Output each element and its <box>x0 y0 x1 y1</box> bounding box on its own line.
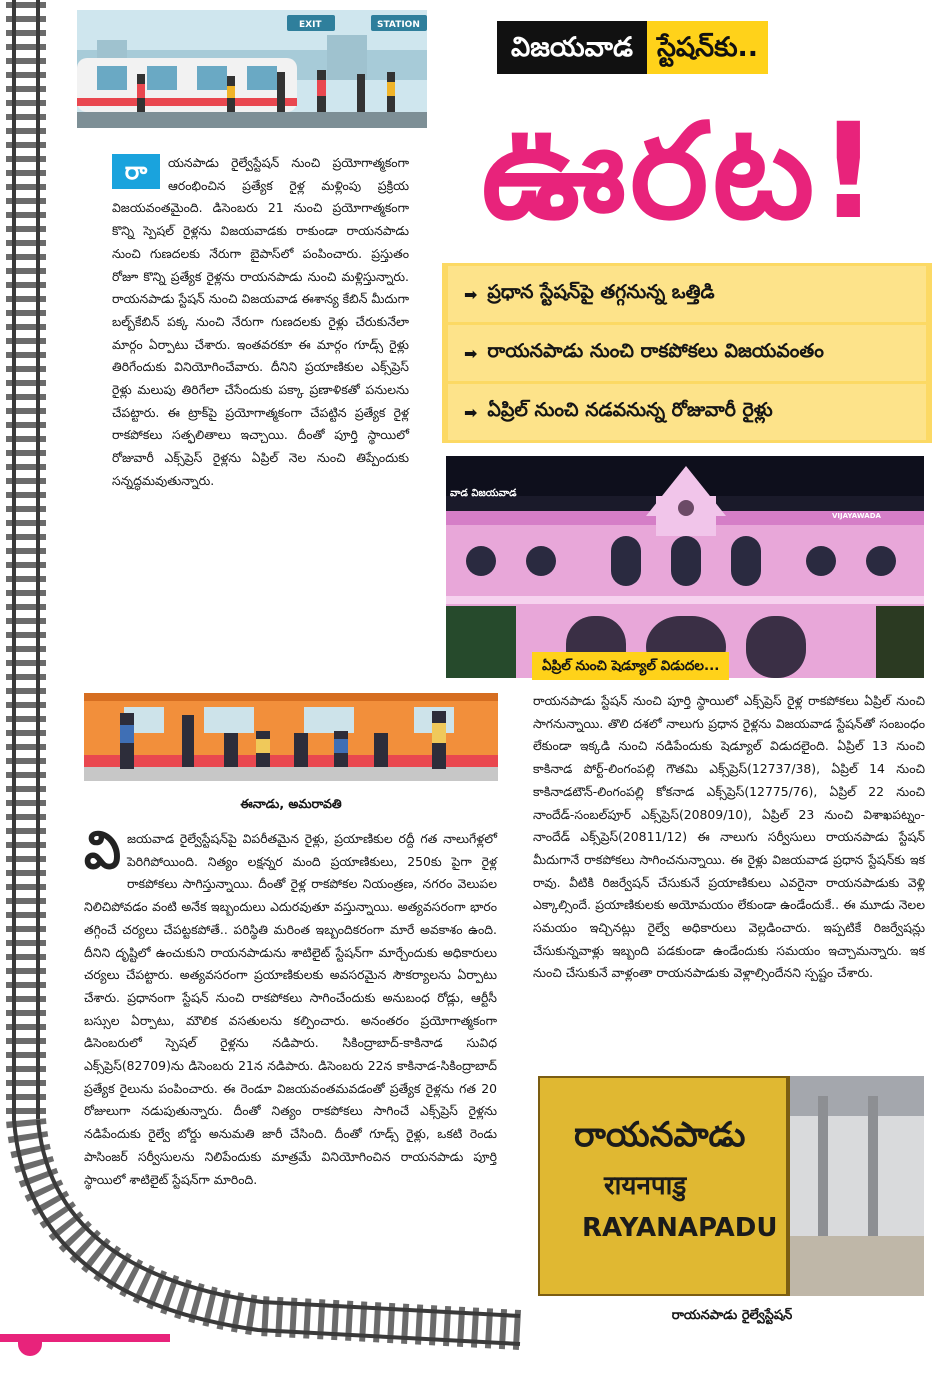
article-schedule <box>533 690 925 985</box>
bullet-text: ప్రధాన స్టేషన్‌పై తగ్గనున్న ఒత్తిడి <box>487 280 715 303</box>
board-telugu-text: రాయనపాడు <box>574 1115 746 1155</box>
vijayawada-station-photo <box>446 456 924 678</box>
bullet-point <box>448 325 926 381</box>
train-station-illustration <box>77 10 427 128</box>
article-main <box>84 821 497 1191</box>
article-schedule-text: రాయనపాడు స్టేషన్‌ నుంచి పూర్తి స్థాయిలో ఎక్స్‌ప్రెస్‌ రైళ్ల రాకపోకలు ఏప్రిల్‌ నుంచి సాగనున్నాయి. తొలి దశలో నాలుగు ప్రధాన రైళ్లను విజయవాడ స్టేషన్‌తో సంబంధం లేకుండా ఇక్కడి నుంచి నడిపేందుకు షెడ్యూల్‌ విడుదలైంది. ఏప్రిల్‌ 13 నుంచి కాకినాడ పోర్ట్‌-లింగంపల్లి గౌతమి ఎక్స్‌ప్రెస్‌(12737/38), ఏప్రిల్‌ 14 నుంచి కాకినాడటౌన్‌-లింగంపల్లి కోకనాడ ఎక్స్‌ప్రెస్‌(12775/76), ఏప్రిల్‌ 22 నుంచి నాందేడ్‌-సంబల్‌పూర్‌ ఎక్స్‌ప్రెస్‌(20809/10), ఏప్రిల్‌ 23 నుంచి విశాఖపట్నం-నాందేడ్‌ ఎక్స్‌ప్రెస్‌(20811/12) ఈ నాలుగు సర్వీసులు రాయనపాడు స్టేషన్‌ మీదుగానే రాకపోకలు సాగించనున్నాయి. ఈ రైళ్లు విజయవాడ ప్రధాన స్టేషన్‌కు ఇక రావు. వీటికి రిజర్వేషన్‌ చేసుకునే ప్రయాణికులు ఎవరైనా రాయనపాడుకు వెళ్లి ఎక్కాల్సిందే. ప్రయాణికులకు అయోమయం లేకుండా ఉండేందుకే.. ఈ మూడు నెలల సమయం ఇచ్చినట్లు రైల్వే అధికారులు వెల్లడించారు. ఇప్పటికే రిజర్వేషన్లు చేసుకున్నవాళ్లు ఇబ్బంది పడకుండా ఉండేందుకు సమయం ఇచ్చామన్నారు. ఇక నుంచి చేసుకునే వాళ్లంతా రాయనపాడుకు వెళ్లాల్సిందేనని స్పష్టం చేశారు. <box>533 693 925 981</box>
article-intro <box>112 152 409 493</box>
station-sign-text: STATION <box>377 20 420 30</box>
pink-bar-decoration <box>0 1334 170 1342</box>
kicker-yellow-text: స్టేషన్‌కు.. <box>647 21 768 74</box>
board-hindi-text: रायनपाडु <box>604 1171 687 1201</box>
exit-sign-text: EXIT <box>299 20 322 30</box>
arrow-icon: ➡ <box>464 402 478 422</box>
passengers-train-illustration <box>84 693 498 781</box>
station-sign-left: వాడ విజయవాడ <box>450 488 517 499</box>
bullet-point <box>448 266 926 322</box>
dropcap-ra: రా <box>112 154 160 189</box>
schedule-banner: ఏప్రిల్‌ నుంచి షెడ్యూల్‌ విడుదల... <box>532 652 729 680</box>
article-intro-text: యనపాడు రైల్వేస్టేషన్‌ నుంచి ప్రయోగాత్మకంగా ఆరంభించిన ప్రత్యేక రైళ్ల మళ్లింపు ప్రక్రియ విజయవంతమైంది. డిసెంబరు 21 నుంచి ప్రయోగాత్మకంగా కొన్ని స్పెషల్‌ రైళ్లను విజయవాడకు రాకుండా రాయనపాడు నుంచి గుణదలకు నేరుగా బైపాస్‌లో పంపించారు. ప్రస్తుతం రోజూ కొన్ని ప్రత్యేక రైళ్లను రాయనపాడు నుంచి మళ్లిస్తున్నారు. రాయనపాడు స్టేషన్‌ నుంచి విజయవాడ ఈశాన్య కేబిన్‌ మీదుగా బల్బ్‌కేబిన్‌ పక్క నుంచి నేరుగా గుణదలకు రైళ్లు చేరుకునేలా మార్గం ఏర్పాటు చేశారు. ఇంతవరకూ ఈ మార్గం గూడ్స్‌ రైళ్లు తిరిగేందుకు వినియోగించేవారు. దీనిని ప్రయాణికుల ఎక్స్‌ప్రెస్‌ రైళ్లు మలుపు తిరిగేలా చేసేందుకు పక్కా ప్రణాళికతో పనులను చేపట్టారు. ఈ ట్రాక్‌పై ప్రయోగాత్మకంగా చేపట్టిన ప్రత్యేక రైళ్ల రాకపోకలు సత్ఫలితాలు ఇచ్చాయి. దీంతో పూర్తి స్థాయిలో రోజువారీ ఎక్స్‌ప్రెస్‌ రైళ్లను ఏప్రిల్‌ నెల నుంచి తిప్పేందుకు సన్నద్ధమవుతున్నారు. <box>112 155 409 488</box>
main-headline: ఊరట! <box>481 95 883 249</box>
bullet-points-box <box>442 263 932 443</box>
bullet-text: రాయనపాడు నుంచి రాకపోకలు విజయవంతం <box>487 339 824 362</box>
pink-dot-decoration <box>18 1342 42 1356</box>
station-sign-right: VIJAYAWADA <box>832 512 881 520</box>
bullet-text: ఏప్రిల్‌ నుంచి నడవనున్న రోజువారీ రైళ్లు <box>487 398 773 421</box>
rayanapadu-board-photo <box>538 1076 924 1296</box>
dateline: ఈనాడు, అమరావతి <box>240 796 342 811</box>
kicker-dark-text: విజయవాడ <box>497 21 647 74</box>
headline-kicker <box>497 21 768 74</box>
photo-caption: రాయనపాడు రైల్వేస్టేషన్‌ <box>671 1308 793 1323</box>
arrow-icon: ➡ <box>464 284 478 304</box>
bullet-point <box>448 384 926 440</box>
dropcap-vi: వి <box>84 821 121 881</box>
arrow-icon: ➡ <box>464 343 478 363</box>
board-english-text: RAYANAPADU <box>582 1213 778 1243</box>
article-main-text: జయవాడ రైల్వేస్టేషన్‌పై విపరీతమైన రైళ్లు, ప్రయాణికుల రద్దీ గత నాలుగేళ్లలో పెరిగిపోయింది. నిత్యం లక్షన్నర మంది ప్రయాణికులు, 250కు పైగా రైళ్ల రాకపోకలు సాగిస్తున్నాయి. దీంతో రైళ్ల రాకపోకల నియంత్రణ, నగరం వెలుపల నిలిచిపోవడం వంటి అనేక ఇబ్బందులు ఎదురవుతూ వస్తున్నాయి. అత్యవసరంగా భారం తగ్గించే చర్యలు చేపట్టకపోతే.. పరిస్థితి మరింత ఇబ్బందికరంగా మారే అవకాశం ఉంది. దీనిని దృష్టిలో ఉంచుకుని రాయనపాడును శాటిలైట్‌ స్టేషన్‌గా మార్చేందుకు అధికారులు చర్యలు చేపట్టారు. అత్యవసరంగా ప్రయాణికులకు అవసరమైన సౌకర్యాలను ఏర్పాటు చేశారు. ప్రధానంగా స్టేషన్‌ నుంచి రాకపోకలు సాగించేందుకు అనుబంధ రోడ్లు, ఆర్టీసీ బస్సుల ఏర్పాటు, మౌలిక వసతులను కల్పించారు. అనంతరం ప్రయోగాత్మకంగా డిసెంబరులో స్పెషల్‌ రైళ్లను నడిపారు. సికింద్రాబాద్‌-కాకినాడ సువిధ ఎక్స్‌ప్రెస్‌(82709)ను డిసెంబరు 21న నడిపారు. డిసెంబరు 22న కాకినాడ-సికింద్రాబాద్‌ ప్రత్యేక రైలును పంపించారు. ఈ రెండూ విజయవంతమవడంతో ప్రత్యేక రైళ్లను గత 20 రోజులుగా నడుపుతున్నారు. దీంతో నిత్యం రాకపోకలు సాగించే ఎక్స్‌ప్రెస్‌ రైళ్లను నడిపేందుకు రైల్వే బోర్డు అనుమతి జారీ చేసింది. దీంతో గూడ్స్‌ రైళ్లు, ఒకటి రెండు పాసింజర్‌ సర్వీసులను నిలిపేందుకు మాత్రమే వినియోగించిన రాయనపాడు పూర్తి స్థాయిలో శాటిలైట్‌ స్టేషన్‌గా మారింది. <box>84 831 497 1187</box>
